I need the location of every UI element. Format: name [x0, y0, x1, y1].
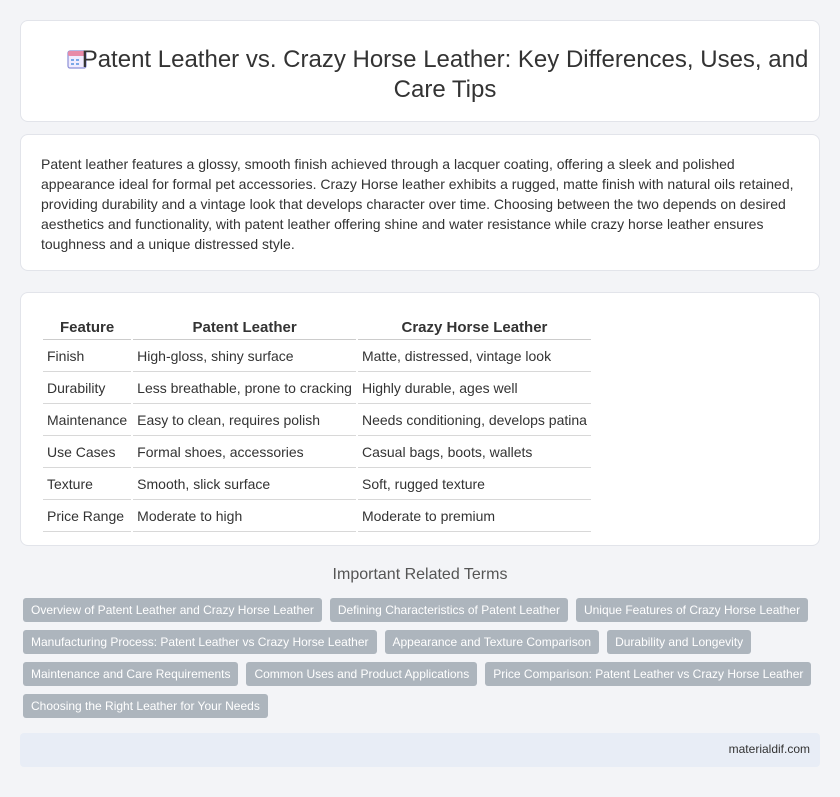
table-cell: Finish: [43, 342, 131, 372]
table-cell: Less breathable, prone to cracking: [133, 374, 356, 404]
table-cell: Easy to clean, requires polish: [133, 406, 356, 436]
table-header-row: [43, 315, 591, 340]
column-header-patent: Patent Leather: [133, 315, 356, 340]
related-term-tag[interactable]: Unique Features of Crazy Horse Leather: [576, 598, 808, 622]
table-row: [43, 342, 591, 372]
table-cell: Soft, rugged texture: [358, 470, 591, 500]
comparison-table: [41, 313, 593, 534]
related-term-tag[interactable]: Appearance and Texture Comparison: [385, 630, 600, 654]
title-card: [20, 20, 820, 122]
table-cell: Texture: [43, 470, 131, 500]
table-row: [43, 470, 591, 500]
table-cell: High-gloss, shiny surface: [133, 342, 356, 372]
related-term-tag[interactable]: Manufacturing Process: Patent Leather vs Crazy Horse Leather: [23, 630, 377, 654]
related-term-tag[interactable]: Choosing the Right Leather for Your Needs: [23, 694, 268, 718]
related-terms-tags: [23, 598, 823, 718]
related-term-tag[interactable]: Common Uses and Product Applications: [246, 662, 477, 686]
table-cell: Use Cases: [43, 438, 131, 468]
table-cell: Highly durable, ages well: [358, 374, 591, 404]
table-row: [43, 406, 591, 436]
footer: [20, 733, 820, 767]
table-cell: Price Range: [43, 502, 131, 532]
related-term-tag[interactable]: Defining Characteristics of Patent Leather: [330, 598, 568, 622]
table-row: [43, 502, 591, 532]
related-term-tag[interactable]: Durability and Longevity: [607, 630, 751, 654]
table-cell: Casual bags, boots, wallets: [358, 438, 591, 468]
footer-site-link[interactable]: materialdif.com: [728, 742, 810, 756]
table-cell: Moderate to high: [133, 502, 356, 532]
summary-text: Patent leather features a glossy, smooth finish achieved through a lacquer coating, offering a sleek and polished appearance ideal for formal pet accessories. Crazy Horse leather exhibits a rugged, matte finish with natural oils retained, providing durability and a vintage look that develops character over time. Choosing between the two depends on desired aesthetics and functionality, with patent leather offering shine and water resistance while crazy horse leather ensures toughness and a unique distressed style.: [41, 156, 794, 252]
summary-card: [20, 134, 820, 271]
table-cell: Moderate to premium: [358, 502, 591, 532]
page-title: Patent Leather vs. Crazy Horse Leather: Key Differences, Uses, and Care Tips: [81, 46, 809, 103]
related-terms-title: Important Related Terms: [332, 566, 508, 583]
comparison-table-card: [20, 292, 820, 546]
table-row: [43, 438, 591, 468]
table-cell: Durability: [43, 374, 131, 404]
table-row: [43, 374, 591, 404]
table-cell: Formal shoes, accessories: [133, 438, 356, 468]
column-header-feature: Feature: [43, 315, 131, 340]
column-header-crazy-horse: Crazy Horse Leather: [358, 315, 591, 340]
related-term-tag[interactable]: Overview of Patent Leather and Crazy Horse Leather: [23, 598, 322, 622]
table-cell: Needs conditioning, develops patina: [358, 406, 591, 436]
related-term-tag[interactable]: Price Comparison: Patent Leather vs Crazy Horse Leather: [485, 662, 811, 686]
table-cell: Smooth, slick surface: [133, 470, 356, 500]
table-cell: Matte, distressed, vintage look: [358, 342, 591, 372]
table-cell: Maintenance: [43, 406, 131, 436]
related-term-tag[interactable]: Maintenance and Care Requirements: [23, 662, 238, 686]
